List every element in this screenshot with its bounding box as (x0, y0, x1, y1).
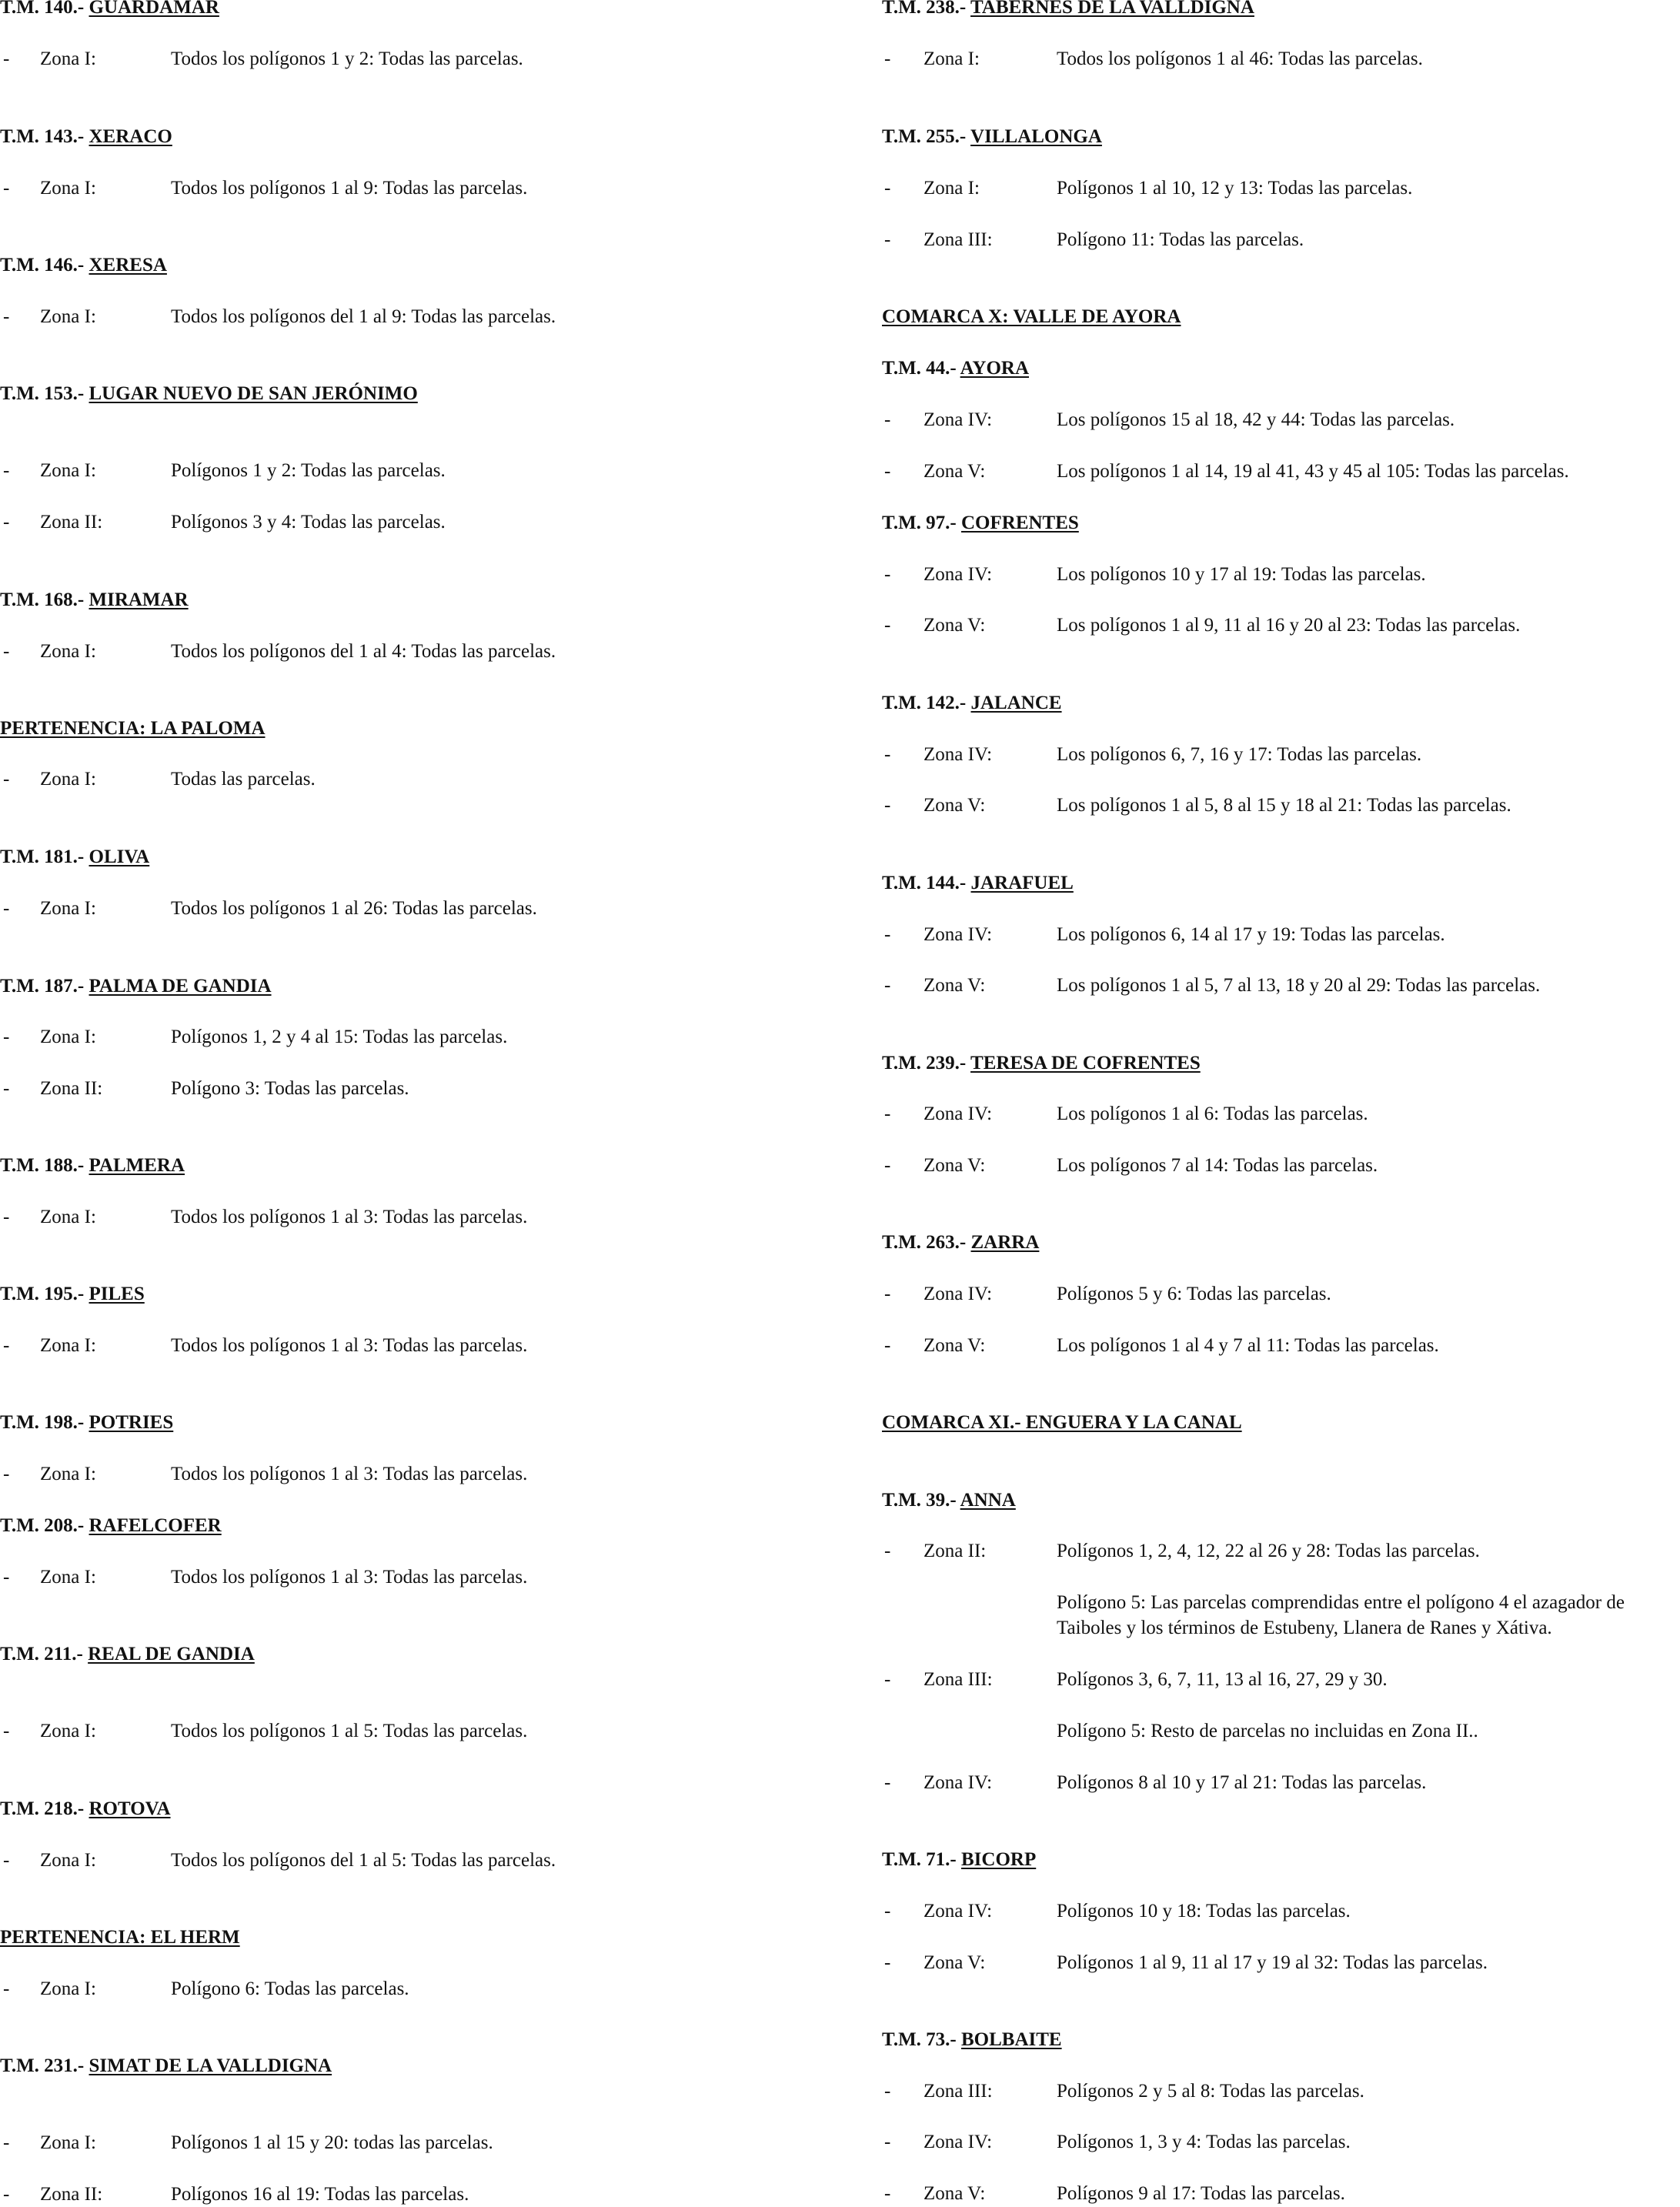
municipality-code: T.M. 231.- (0, 2055, 89, 2076)
municipality-heading (882, 0, 1254, 19)
bullet-dash: - (884, 744, 891, 765)
municipality-code: T.M. 218.- (0, 1798, 89, 1819)
zone-label: Zona I: (40, 1978, 96, 1999)
municipality-code: T.M. 144.- (882, 873, 971, 893)
section-title: PERTENENCIA: LA PALOMA (0, 718, 266, 739)
bullet-dash: - (3, 512, 10, 533)
zone-label: Zona I: (40, 460, 96, 481)
zone-label: Zona I: (40, 178, 96, 199)
municipality-code: T.M. 198.- (0, 1412, 89, 1433)
zone-label: Zona III: (923, 2081, 993, 2102)
zone-description: Polígonos 1 al 9, 11 al 17 y 19 al 32: Todas las parcelas. (1057, 1952, 1488, 1973)
zone-label: Zona V: (923, 615, 986, 636)
municipality-name: PALMA DE GANDIA (89, 976, 272, 997)
municipality-code: T.M. 188.- (0, 1155, 89, 1176)
municipality-code: T.M. 181.- (0, 846, 89, 867)
section-heading (0, 1926, 240, 1949)
bullet-dash: - (3, 641, 10, 662)
zone-label: Zona V: (923, 1335, 986, 1356)
zone-label: Zona V: (923, 461, 986, 482)
municipality-name: AYORA (960, 358, 1029, 379)
municipality-heading (0, 382, 418, 406)
municipality-name: XERESA (89, 255, 167, 275)
bullet-dash: - (3, 2184, 10, 2205)
municipality-name: MIRAMAR (89, 589, 189, 610)
municipality-name: VILLALONGA (970, 126, 1102, 147)
zone-label: Zona I: (40, 48, 96, 69)
municipality-code: T.M. 195.- (0, 1284, 89, 1304)
zone-description: Polígonos 1 y 2: Todas las parcelas. (171, 460, 446, 481)
zone-description: Taiboles y los términos de Estubeny, Llanera de Ranes y Xátiva. (1057, 1618, 1552, 1638)
zone-label: Zona I: (40, 1464, 96, 1484)
bullet-dash: - (3, 1721, 10, 1741)
zone-description: Polígonos 1, 3 y 4: Todas las parcelas. (1057, 2132, 1351, 2152)
zone-description: Todos los polígonos 1 al 3: Todas las parcelas. (171, 1567, 528, 1588)
bullet-dash: - (884, 2081, 891, 2102)
zone-label: Zona I: (40, 306, 96, 327)
zone-description: Todas las parcelas. (171, 769, 316, 790)
bullet-dash: - (884, 615, 891, 636)
zone-description: Polígono 5: Las parcelas comprendidas entre el polígono 4 el azagador de (1057, 1592, 1625, 1613)
municipality-name: LUGAR NUEVO DE SAN JERÓNIMO (89, 383, 418, 404)
municipality-code: T.M. 140.- (0, 0, 89, 18)
zone-description: Los polígonos 10 y 17 al 19: Todas las parcelas. (1057, 564, 1426, 585)
municipality-code: T.M. 263.- (882, 1232, 971, 1253)
zone-label: Zona I: (923, 48, 980, 69)
zone-description: Los polígonos 1 al 4 y 7 al 11: Todas las parcelas. (1057, 1335, 1439, 1356)
municipality-heading (882, 357, 1029, 380)
municipality-name: REAL DE GANDIA (88, 1644, 255, 1664)
bullet-dash: - (884, 178, 891, 199)
bullet-dash: - (884, 795, 891, 816)
zone-description: Todos los polígonos 1 y 2: Todas las parcelas. (171, 48, 523, 69)
zone-description: Todos los polígonos del 1 al 4: Todas las parcelas. (171, 641, 556, 662)
zone-label: Zona V: (923, 795, 986, 816)
municipality-heading (882, 872, 1074, 895)
zone-description: Todos los polígonos 1 al 46: Todas las parcelas. (1057, 48, 1423, 69)
municipality-heading (0, 1283, 145, 1306)
bullet-dash: - (884, 1104, 891, 1124)
zone-description: Todos los polígonos 1 al 26: Todas las parcelas. (171, 898, 537, 919)
bullet-dash: - (3, 1078, 10, 1099)
municipality-heading (0, 846, 149, 869)
municipality-name: BICORP (961, 1849, 1037, 1870)
municipality-code: T.M. 71.- (882, 1849, 961, 1870)
municipality-code: T.M. 239.- (882, 1053, 971, 1073)
municipality-code: T.M. 73.- (882, 2029, 961, 2050)
municipality-name: RAFELCOFER (89, 1515, 222, 1536)
municipality-name: XERACO (89, 126, 172, 147)
bullet-dash: - (884, 1901, 891, 1922)
zone-description: Los polígonos 7 al 14: Todas las parcelas. (1057, 1155, 1378, 1176)
bullet-dash: - (3, 1567, 10, 1588)
zone-label: Zona IV: (923, 924, 993, 945)
zone-label: Zona IV: (923, 1772, 993, 1793)
zone-label: Zona I: (923, 178, 980, 199)
zone-description: Todos los polígonos 1 al 5: Todas las parcelas. (171, 1721, 528, 1741)
zone-label: Zona IV: (923, 1284, 993, 1304)
municipality-name: TERESA DE COFRENTES (970, 1053, 1201, 1073)
municipality-heading (0, 1411, 173, 1434)
zone-label: Zona IV: (923, 744, 993, 765)
bullet-dash: - (884, 975, 891, 996)
zone-label: Zona III: (923, 1669, 993, 1690)
municipality-code: T.M. 187.- (0, 976, 89, 997)
municipality-heading (0, 254, 167, 277)
zone-description: Polígonos 2 y 5 al 8: Todas las parcelas. (1057, 2081, 1364, 2102)
municipality-name: ROTOVA (89, 1798, 171, 1819)
section-title: COMARCA XI.- ENGUERA Y LA CANAL (882, 1412, 1242, 1433)
municipality-name: COFRENTES (961, 513, 1079, 533)
zone-description: Todos los polígonos 1 al 3: Todas las parcelas. (171, 1335, 528, 1356)
zone-label: Zona I: (40, 1850, 96, 1871)
zone-description: Los polígonos 6, 7, 16 y 17: Todas las parcelas. (1057, 744, 1422, 765)
municipality-code: T.M. 211.- (0, 1644, 89, 1664)
section-heading (0, 717, 266, 740)
zone-description: Los polígonos 6, 14 al 17 y 19: Todas las parcelas. (1057, 924, 1445, 945)
municipality-code: T.M. 146.- (0, 255, 89, 275)
zone-description: Polígonos 3, 6, 7, 11, 13 al 16, 27, 29 y 30. (1057, 1669, 1388, 1690)
zone-description: Polígonos 3 y 4: Todas las parcelas. (171, 512, 446, 533)
bullet-dash: - (884, 2132, 891, 2152)
zone-label: Zona I: (40, 769, 96, 790)
municipality-code: T.M. 168.- (0, 589, 89, 610)
zone-description: Polígonos 1 al 10, 12 y 13: Todas las parcelas. (1057, 178, 1413, 199)
bullet-dash: - (884, 1772, 891, 1793)
municipality-heading (0, 1514, 222, 1538)
zone-description: Los polígonos 1 al 5, 8 al 15 y 18 al 21: Todas las parcelas. (1057, 795, 1511, 816)
municipality-heading (882, 1052, 1201, 1075)
zone-label: Zona I: (40, 1207, 96, 1227)
bullet-dash: - (3, 1464, 10, 1484)
municipality-heading (0, 0, 219, 19)
zone-description: Los polígonos 15 al 18, 42 y 44: Todas las parcelas. (1057, 409, 1455, 430)
zone-label: Zona I: (40, 641, 96, 662)
municipality-code: T.M. 208.- (0, 1515, 89, 1536)
zone-description: Polígono 11: Todas las parcelas. (1057, 229, 1304, 250)
zone-label: Zona II: (40, 2184, 103, 2205)
municipality-heading (0, 1154, 185, 1177)
zone-description: Los polígonos 1 al 9, 11 al 16 y 20 al 23: Todas las parcelas. (1057, 615, 1521, 636)
municipality-code: T.M. 255.- (882, 126, 971, 147)
bullet-dash: - (3, 48, 10, 69)
zone-label: Zona III: (923, 229, 993, 250)
bullet-dash: - (884, 1284, 891, 1304)
zone-label: Zona II: (40, 1078, 103, 1099)
zone-label: Zona IV: (923, 2132, 993, 2152)
municipality-name: PALMERA (89, 1155, 185, 1176)
municipality-code: T.M. 153.- (0, 383, 89, 404)
bullet-dash: - (884, 1155, 891, 1176)
bullet-dash: - (3, 460, 10, 481)
municipality-heading (0, 1643, 255, 1666)
bullet-dash: - (3, 1335, 10, 1356)
municipality-heading (0, 2055, 332, 2078)
zone-label: Zona II: (40, 512, 103, 533)
bullet-dash: - (3, 1027, 10, 1047)
municipality-heading (882, 512, 1079, 535)
bullet-dash: - (3, 1850, 10, 1871)
zone-label: Zona V: (923, 2183, 986, 2204)
bullet-dash: - (884, 2183, 891, 2204)
municipality-code: T.M. 238.- (882, 0, 971, 18)
bullet-dash: - (884, 924, 891, 945)
zone-description: Polígonos 10 y 18: Todas las parcelas. (1057, 1901, 1351, 1922)
municipality-heading (0, 589, 189, 612)
municipality-heading (882, 2028, 1062, 2052)
zone-description: Los polígonos 1 al 5, 7 al 13, 18 y 20 al 29: Todas las parcelas. (1057, 975, 1541, 996)
municipality-heading (882, 1848, 1036, 1871)
zone-label: Zona I: (40, 1721, 96, 1741)
bullet-dash: - (3, 2132, 10, 2153)
zone-label: Zona I: (40, 898, 96, 919)
municipality-code: T.M. 142.- (882, 693, 971, 713)
bullet-dash: - (884, 1541, 891, 1561)
bullet-dash: - (3, 898, 10, 919)
municipality-name: OLIVA (89, 846, 150, 867)
zone-description: Polígonos 16 al 19: Todas las parcelas. (171, 2184, 469, 2205)
bullet-dash: - (3, 769, 10, 790)
municipality-code: T.M. 143.- (0, 126, 89, 147)
zone-label: Zona IV: (923, 409, 993, 430)
bullet-dash: - (884, 409, 891, 430)
zone-label: Zona I: (40, 1335, 96, 1356)
bullet-dash: - (884, 564, 891, 585)
municipality-heading (0, 975, 272, 998)
bullet-dash: - (3, 178, 10, 199)
zone-description: Polígonos 1 al 15 y 20: todas las parcelas. (171, 2132, 493, 2153)
zone-description: Todos los polígonos 1 al 9: Todas las parcelas. (171, 178, 528, 199)
zone-description: Polígonos 1, 2 y 4 al 15: Todas las parcelas. (171, 1027, 508, 1047)
municipality-name: JARAFUEL (970, 873, 1074, 893)
municipality-heading (0, 1798, 171, 1821)
bullet-dash: - (884, 229, 891, 250)
zone-description: Todos los polígonos del 1 al 9: Todas las parcelas. (171, 306, 556, 327)
municipality-name: POTRIES (89, 1412, 174, 1433)
bullet-dash: - (3, 306, 10, 327)
zone-label: Zona IV: (923, 1901, 993, 1922)
municipality-name: PILES (89, 1284, 145, 1304)
municipality-heading (882, 125, 1102, 149)
municipality-name: ANNA (960, 1490, 1016, 1511)
zone-label: Zona V: (923, 1155, 986, 1176)
section-heading (882, 306, 1181, 329)
zone-description: Los polígonos 1 al 14, 19 al 41, 43 y 45 al 105: Todas las parcelas. (1057, 461, 1569, 482)
municipality-code: T.M. 44.- (882, 358, 960, 379)
municipality-name: ZARRA (970, 1232, 1040, 1253)
zone-label: Zona II: (923, 1541, 987, 1561)
bullet-dash: - (884, 1952, 891, 1973)
municipality-name: TABERNES DE LA VALLDIGNA (970, 0, 1254, 18)
zone-description: Polígonos 5 y 6: Todas las parcelas. (1057, 1284, 1331, 1304)
zone-label: Zona V: (923, 1952, 986, 1973)
section-title: COMARCA X: VALLE DE AYORA (882, 306, 1181, 327)
municipality-heading (882, 692, 1062, 715)
zone-description: Polígonos 8 al 10 y 17 al 21: Todas las parcelas. (1057, 1772, 1427, 1793)
zone-description: Todos los polígonos 1 al 3: Todas las parcelas. (171, 1464, 528, 1484)
zone-description: Todos los polígonos 1 al 3: Todas las parcelas. (171, 1207, 528, 1227)
zone-label: Zona IV: (923, 564, 993, 585)
municipality-heading (0, 125, 172, 149)
municipality-code: T.M. 39.- (882, 1490, 960, 1511)
zone-description: Los polígonos 1 al 6: Todas las parcelas. (1057, 1104, 1368, 1124)
bullet-dash: - (3, 1207, 10, 1227)
section-title: PERTENENCIA: EL HERM (0, 1927, 240, 1948)
zone-description: Polígono 5: Resto de parcelas no incluidas en Zona II.. (1057, 1721, 1478, 1741)
zone-description: Polígono 6: Todas las parcelas. (171, 1978, 409, 1999)
zone-description: Polígono 3: Todas las parcelas. (171, 1078, 409, 1099)
municipality-name: SIMAT DE LA VALLDIGNA (89, 2055, 332, 2076)
municipality-name: BOLBAITE (961, 2029, 1062, 2050)
zone-description: Polígonos 9 al 17: Todas las parcelas. (1057, 2183, 1345, 2204)
zone-label: Zona I: (40, 2132, 96, 2153)
bullet-dash: - (884, 1669, 891, 1690)
zone-label: Zona I: (40, 1027, 96, 1047)
bullet-dash: - (3, 1978, 10, 1999)
zone-label: Zona V: (923, 975, 986, 996)
section-heading (882, 1411, 1242, 1434)
municipality-code: T.M. 97.- (882, 513, 961, 533)
municipality-heading (882, 1489, 1016, 1512)
bullet-dash: - (884, 461, 891, 482)
zone-label: Zona I: (40, 1567, 96, 1588)
bullet-dash: - (884, 1335, 891, 1356)
bullet-dash: - (884, 48, 891, 69)
zone-description: Polígonos 1, 2, 4, 12, 22 al 26 y 28: Todas las parcelas. (1057, 1541, 1480, 1561)
municipality-heading (882, 1231, 1039, 1254)
municipality-name: GUARDAMAR (89, 0, 219, 18)
zone-description: Todos los polígonos del 1 al 5: Todas las parcelas. (171, 1850, 556, 1871)
zone-label: Zona IV: (923, 1104, 993, 1124)
municipality-name: JALANCE (970, 693, 1062, 713)
